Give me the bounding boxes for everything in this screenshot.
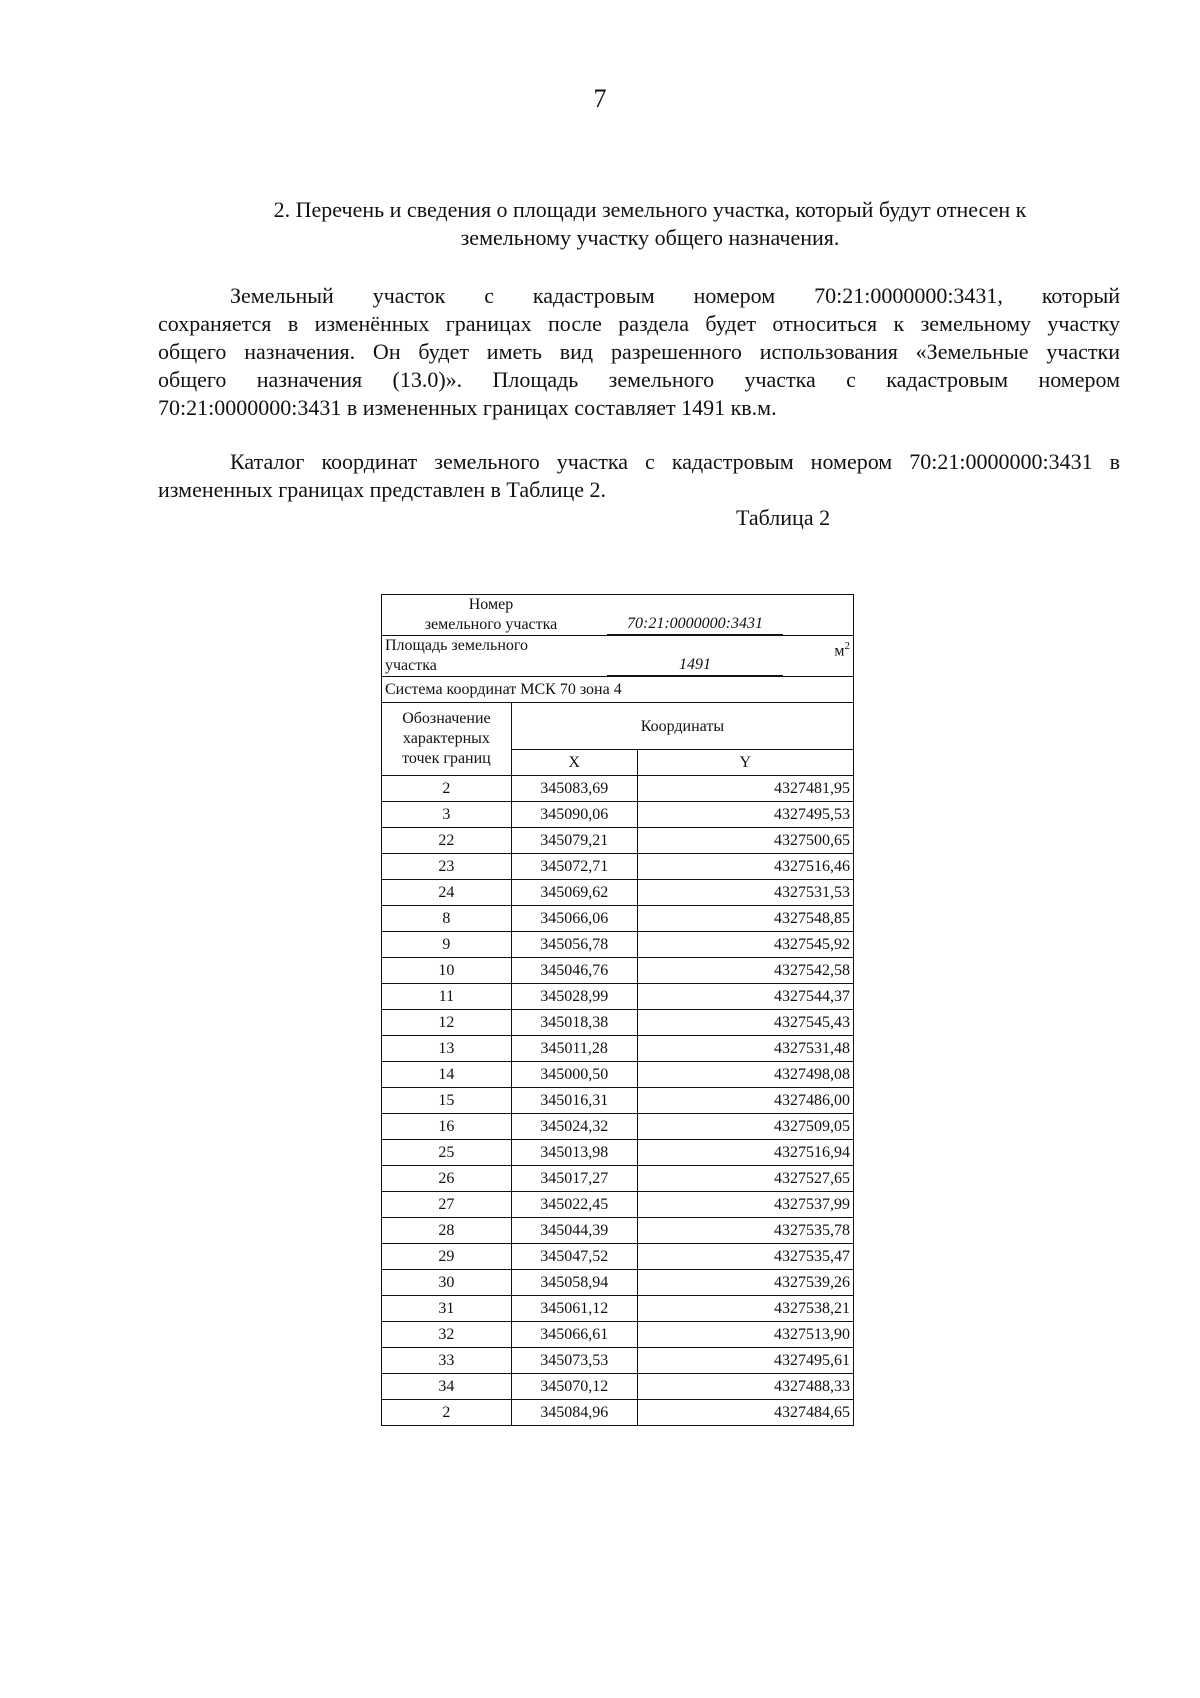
y-cell: 4327516,94	[637, 1140, 853, 1166]
point-cell: 12	[382, 1010, 512, 1036]
table-row	[382, 1140, 854, 1166]
table-row	[382, 828, 854, 854]
table-header-row	[382, 703, 854, 750]
y-cell: 4327538,21	[637, 1296, 853, 1322]
x-cell: 345072,71	[511, 854, 637, 880]
point-cell: 27	[382, 1192, 512, 1218]
parcel-number-row	[382, 595, 854, 636]
page-number: 7	[593, 84, 607, 113]
table-row	[382, 1088, 854, 1114]
parcel-number-value: 70:21:0000000:3431	[607, 614, 783, 635]
x-cell: 345069,62	[511, 880, 637, 906]
table-row	[382, 984, 854, 1010]
paragraph-line: Земельный участок с кадастровым номером 70:21:0000000:3431, который	[230, 283, 1120, 308]
y-cell: 4327500,65	[637, 828, 853, 854]
paragraph-line: общего назначения. Он будет иметь вид разрешенного использования «Земельные участки	[158, 339, 1120, 364]
paragraph-line: 70:21:0000000:3431 в измененных границах составляет 1491 кв.м.	[158, 395, 777, 420]
table-row	[382, 1322, 854, 1348]
table-row	[382, 1348, 854, 1374]
table-row	[382, 906, 854, 932]
y-cell: 4327516,46	[637, 854, 853, 880]
y-cell: 4327481,95	[637, 776, 853, 802]
x-cell: 345066,06	[511, 906, 637, 932]
coordinate-rows	[382, 776, 854, 1426]
coordinate-system-row	[382, 677, 854, 703]
point-cell: 25	[382, 1140, 512, 1166]
table-row	[382, 1010, 854, 1036]
column-header-x: X	[511, 750, 637, 776]
table-row	[382, 880, 854, 906]
heading-line: земельному участку общего назначения.	[460, 225, 840, 250]
x-cell: 345058,94	[511, 1270, 637, 1296]
y-cell: 4327495,61	[637, 1348, 853, 1374]
table-row	[382, 1192, 854, 1218]
parcel-area-label: Площадь земельного участка	[385, 637, 529, 674]
x-cell: 345079,21	[511, 828, 637, 854]
y-cell: 4327545,43	[637, 1010, 853, 1036]
point-cell: 2	[382, 1400, 512, 1426]
table-row	[382, 1166, 854, 1192]
table-row	[382, 776, 854, 802]
point-cell: 15	[382, 1088, 512, 1114]
coordinates-table	[381, 594, 854, 1426]
table-row	[382, 1270, 854, 1296]
y-cell: 4327545,92	[637, 932, 853, 958]
x-cell: 345066,61	[511, 1322, 637, 1348]
y-cell: 4327535,47	[637, 1244, 853, 1270]
table-row	[382, 1400, 854, 1426]
paragraph-catalog-intro	[158, 448, 1120, 504]
point-cell: 10	[382, 958, 512, 984]
point-cell: 8	[382, 906, 512, 932]
point-cell: 2	[382, 776, 512, 802]
column-header-coordinates: Координаты	[511, 703, 853, 750]
point-cell: 3	[382, 802, 512, 828]
y-cell: 4327535,78	[637, 1218, 853, 1244]
point-cell: 23	[382, 854, 512, 880]
y-cell: 4327531,53	[637, 880, 853, 906]
point-cell: 30	[382, 1270, 512, 1296]
x-cell: 345011,28	[511, 1036, 637, 1062]
y-cell: 4327544,37	[637, 984, 853, 1010]
y-cell: 4327539,26	[637, 1270, 853, 1296]
y-cell: 4327531,48	[637, 1036, 853, 1062]
table-row	[382, 1218, 854, 1244]
table-row	[382, 1244, 854, 1270]
point-cell: 32	[382, 1322, 512, 1348]
x-cell: 345022,45	[511, 1192, 637, 1218]
point-cell: 33	[382, 1348, 512, 1374]
x-cell: 345044,39	[511, 1218, 637, 1244]
point-cell: 13	[382, 1036, 512, 1062]
table-row	[382, 1296, 854, 1322]
y-cell: 4327509,05	[637, 1114, 853, 1140]
table-row	[382, 1114, 854, 1140]
paragraph-line: измененных границах представлен в Таблице 2.	[158, 477, 607, 502]
paragraph-line: общего назначения (13.0)». Площадь земельного участка с кадастровым номером	[158, 367, 1120, 392]
paragraph-parcel-description	[158, 282, 1120, 422]
point-cell: 31	[382, 1296, 512, 1322]
y-cell: 4327542,58	[637, 958, 853, 984]
x-cell: 345056,78	[511, 932, 637, 958]
x-cell: 345090,06	[511, 802, 637, 828]
y-cell: 4327548,85	[637, 906, 853, 932]
column-header-y: Y	[637, 750, 853, 776]
table-row	[382, 932, 854, 958]
x-cell: 345070,12	[511, 1374, 637, 1400]
x-cell: 345016,31	[511, 1088, 637, 1114]
point-cell: 16	[382, 1114, 512, 1140]
x-cell: 345083,69	[511, 776, 637, 802]
paragraph-line: сохраняется в изменённых границах после раздела будет относиться к земельному участку	[158, 311, 1120, 336]
y-cell: 4327488,33	[637, 1374, 853, 1400]
point-cell: 9	[382, 932, 512, 958]
y-cell: 4327498,08	[637, 1062, 853, 1088]
table-row	[382, 958, 854, 984]
point-cell: 26	[382, 1166, 512, 1192]
x-cell: 345084,96	[511, 1400, 637, 1426]
x-cell: 345000,50	[511, 1062, 637, 1088]
table-row	[382, 1036, 854, 1062]
y-cell: 4327495,53	[637, 802, 853, 828]
y-cell: 4327513,90	[637, 1322, 853, 1348]
point-cell: 22	[382, 828, 512, 854]
parcel-area-value: 1491	[607, 655, 783, 676]
section-heading	[200, 196, 1100, 252]
x-cell: 345018,38	[511, 1010, 637, 1036]
y-cell: 4327486,00	[637, 1088, 853, 1114]
table-caption: Таблица 2	[736, 505, 831, 530]
x-cell: 345024,32	[511, 1114, 637, 1140]
y-cell: 4327537,99	[637, 1192, 853, 1218]
point-cell: 14	[382, 1062, 512, 1088]
x-cell: 345061,12	[511, 1296, 637, 1322]
x-cell: 345028,99	[511, 984, 637, 1010]
x-cell: 345073,53	[511, 1348, 637, 1374]
x-cell: 345013,98	[511, 1140, 637, 1166]
column-header-points: Обозначение характерных точек границ	[382, 703, 512, 776]
point-cell: 28	[382, 1218, 512, 1244]
heading-line: 2. Перечень и сведения о площади земельного участка, который будут отнесен к	[273, 197, 1027, 222]
x-cell: 345046,76	[511, 958, 637, 984]
y-cell: 4327527,65	[637, 1166, 853, 1192]
parcel-number-label: Номер земельного участка	[424, 596, 558, 633]
x-cell: 345017,27	[511, 1166, 637, 1192]
coordinate-system: Система координат МСК 70 зона 4	[382, 677, 854, 703]
paragraph-line: Каталог координат земельного участка с кадастровым номером 70:21:0000000:3431 в	[230, 449, 1120, 474]
y-cell: 4327484,65	[637, 1400, 853, 1426]
table-row	[382, 1062, 854, 1088]
point-cell: 29	[382, 1244, 512, 1270]
x-cell: 345047,52	[511, 1244, 637, 1270]
table-row	[382, 802, 854, 828]
point-cell: 11	[382, 984, 512, 1010]
table-row	[382, 1374, 854, 1400]
table-row	[382, 854, 854, 880]
area-unit: $м^2$	[834, 640, 850, 660]
point-cell: 34	[382, 1374, 512, 1400]
parcel-area-row	[382, 636, 854, 677]
point-cell: 24	[382, 880, 512, 906]
